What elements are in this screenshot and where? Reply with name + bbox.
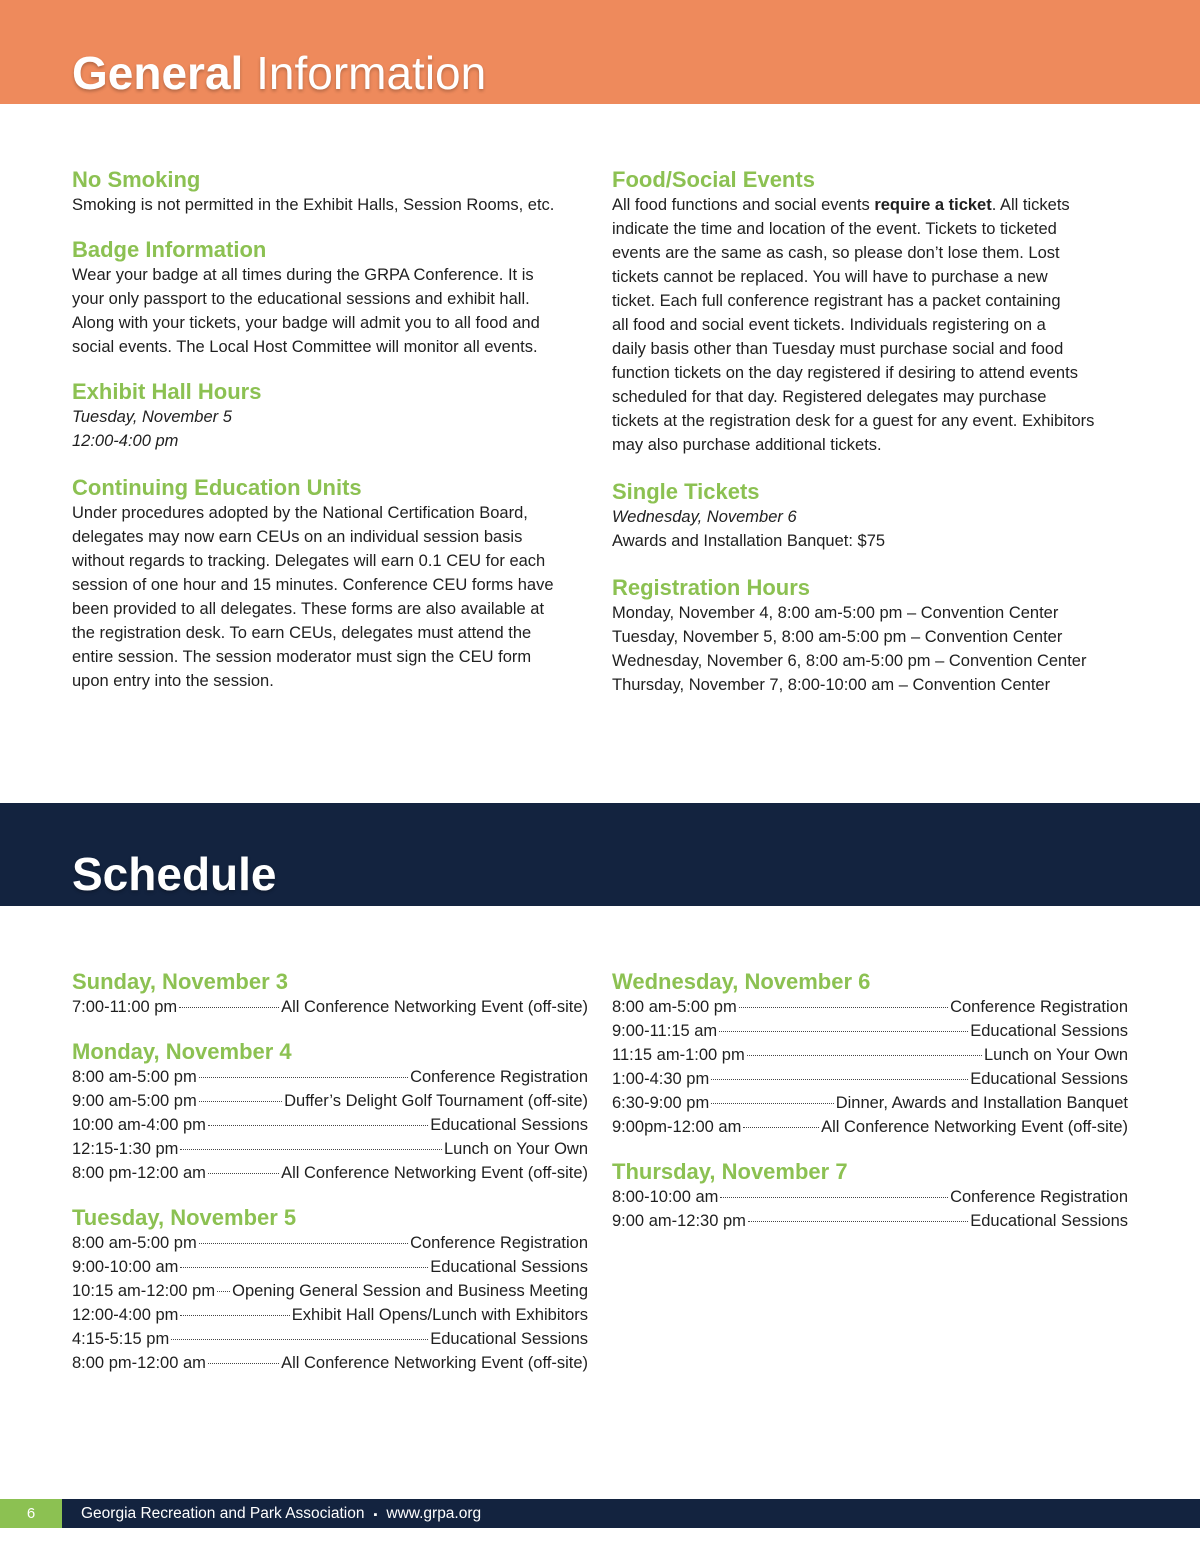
dot-leader — [199, 1101, 282, 1102]
schedule-time: 7:00-11:00 pm — [72, 998, 178, 1016]
schedule-row — [612, 1115, 1128, 1139]
schedule-row — [612, 1091, 1128, 1115]
section-text-line: entire session. The session moderator must sign the CEU form — [72, 648, 532, 666]
exhibit-hall-hours-section — [72, 379, 588, 453]
schedule-time: 10:15 am-12:00 pm — [72, 1282, 216, 1300]
footer-org-name: Georgia Recreation and Park Association — [81, 1505, 365, 1522]
section-heading: Food/Social Events — [612, 167, 815, 192]
schedule-row — [72, 1255, 588, 1279]
section-text-line: Smoking is not permitted in the Exhibit Halls, Session Rooms, etc. — [72, 196, 555, 214]
schedule-time: 9:00-11:15 am — [612, 1022, 718, 1040]
schedule-time: 8:00 am-5:00 pm — [72, 1234, 197, 1252]
dot-leader — [208, 1363, 279, 1364]
schedule-time: 12:15-1:30 pm — [72, 1140, 179, 1158]
dot-leader — [748, 1221, 968, 1222]
schedule-time: 9:00 am-5:00 pm — [72, 1092, 197, 1110]
dot-leader — [743, 1127, 819, 1128]
section-text-line: been provided to all delegates. These forms are also available at — [72, 600, 545, 618]
schedule-time: 8:00 pm-12:00 am — [72, 1354, 206, 1372]
section-text-line: Awards and Installation Banquet: $75 — [612, 532, 886, 550]
schedule-title — [72, 848, 277, 900]
section-heading: Single Tickets — [612, 479, 760, 504]
schedule-row — [612, 995, 1128, 1019]
footer-text — [81, 1499, 481, 1530]
section-heading: Registration Hours — [612, 575, 811, 600]
schedule-time: 12:00-4:00 pm — [72, 1306, 179, 1324]
section-text-line: may also purchase additional tickets. — [612, 436, 882, 454]
dot-leader — [711, 1079, 968, 1080]
schedule-row — [72, 1303, 588, 1327]
schedule-row — [72, 1231, 588, 1255]
section-heading: No Smoking — [72, 167, 201, 192]
schedule-day — [612, 1159, 1128, 1233]
dot-leader — [199, 1243, 408, 1244]
dot-leader — [747, 1055, 982, 1056]
schedule-row — [612, 1209, 1128, 1233]
schedule-day — [72, 969, 588, 1019]
schedule-time: 8:00-10:00 am — [612, 1188, 719, 1206]
section-text-line: social events. The Local Host Committee will monitor all events. — [72, 338, 538, 356]
schedule-event: Educational Sessions — [430, 1258, 588, 1276]
schedule-row — [72, 1065, 588, 1089]
schedule-event: Lunch on Your Own — [443, 1140, 588, 1158]
section-text-line: all food and social event tickets. Individuals registering on a — [612, 316, 1046, 334]
schedule-time: 4:15-5:15 pm — [72, 1330, 170, 1348]
dot-leader — [180, 1267, 428, 1268]
schedule-event: Conference Registration — [950, 1188, 1128, 1206]
schedule-event: Educational Sessions — [970, 1212, 1128, 1230]
schedule-time: 6:30-9:00 pm — [612, 1094, 710, 1112]
schedule-event: Educational Sessions — [430, 1116, 588, 1134]
no-smoking-section — [72, 167, 588, 217]
schedule-time: 9:00pm-12:00 am — [612, 1118, 742, 1136]
schedule-time: 8:00 pm-12:00 am — [72, 1164, 206, 1182]
title-bold-part: General — [72, 47, 244, 99]
dot-leader — [180, 1315, 289, 1316]
schedule-row — [612, 1019, 1128, 1043]
food-text-post: . All tickets — [991, 196, 1070, 214]
schedule-row — [72, 1113, 588, 1137]
section-text-line: function tickets on the day registered if desiring to attend events — [612, 364, 1078, 382]
info-left-column — [72, 167, 588, 713]
schedule-time: 9:00 am-12:30 pm — [612, 1212, 746, 1230]
section-text-line: daily basis other than Tuesday must purchase social and food — [612, 340, 1064, 358]
dot-leader — [719, 1031, 968, 1032]
schedule-event: All Conference Networking Event (off-site) — [821, 1118, 1128, 1136]
dot-leader — [217, 1291, 230, 1292]
section-text-line: the registration desk. To earn CEUs, delegates must attend the — [72, 624, 532, 642]
schedule-row — [72, 1161, 588, 1185]
footer-website-link[interactable]: www.grpa.org — [386, 1505, 482, 1522]
registration-hours-section — [612, 575, 1128, 697]
single-tickets-section — [612, 479, 1128, 553]
section-text-line: upon entry into the session. — [72, 672, 274, 690]
section-text-line: Wednesday, November 6, 8:00 am-5:00 pm – Convention Center — [612, 652, 1087, 670]
section-text-line: Wear your badge at all times during the GRPA Conference. It is — [72, 266, 534, 284]
food-social-section — [612, 167, 1128, 457]
schedule-row — [72, 1089, 588, 1113]
schedule-day — [612, 969, 1128, 1139]
section-heading: Exhibit Hall Hours — [72, 379, 262, 404]
schedule-event: Conference Registration — [410, 1234, 588, 1252]
schedule-event: Educational Sessions — [430, 1330, 588, 1348]
section-text-line: tickets cannot be replaced. You will have to purchase a new — [612, 268, 1048, 286]
dot-leader — [208, 1125, 428, 1126]
section-text-line: Tuesday, November 5, 8:00 am-5:00 pm – Convention Center — [612, 628, 1063, 646]
general-information-banner — [0, 0, 1200, 104]
schedule-day — [72, 1205, 588, 1375]
section-heading: Badge Information — [72, 237, 267, 262]
schedule-event: Educational Sessions — [970, 1070, 1128, 1088]
schedule-row — [612, 1067, 1128, 1091]
section-text-line: ticket. Each full conference registrant has a packet containing — [612, 292, 1061, 310]
schedule-title-text: Schedule — [72, 848, 277, 900]
schedule-event: Opening General Session and Business Meeting — [232, 1282, 588, 1300]
section-text-line: events are the same as cash, so please don’t lose them. Lost — [612, 244, 1060, 262]
dot-leader — [711, 1103, 833, 1104]
schedule-event: Exhibit Hall Opens/Lunch with Exhibitors — [291, 1306, 588, 1324]
schedule-time: 1:00-4:30 pm — [612, 1070, 710, 1088]
schedule-time: 8:00 am-5:00 pm — [612, 998, 737, 1016]
section-text-line: session of one hour and 15 minutes. Conference CEU forms have — [72, 576, 554, 594]
schedule-event: All Conference Networking Event (off-site) — [281, 1354, 588, 1372]
schedule-row — [72, 1351, 588, 1375]
dot-leader — [179, 1007, 279, 1008]
footer-separator-icon: ▪ — [373, 1509, 378, 1521]
schedule-event: Lunch on Your Own — [983, 1046, 1128, 1064]
section-text-line: indicate the time and location of the event. Tickets to ticketed — [612, 220, 1057, 238]
schedule-row — [72, 1279, 588, 1303]
schedule-event: Conference Registration — [950, 998, 1128, 1016]
info-right-column — [612, 167, 1128, 717]
section-text-line: Under procedures adopted by the National Certification Board, — [72, 504, 528, 522]
day-heading: Sunday, November 3 — [72, 969, 288, 994]
section-text-line: without regards to tracking. Delegates will earn 0.1 CEU for each — [72, 552, 546, 570]
schedule-event: Duffer’s Delight Golf Tournament (off-site) — [284, 1092, 588, 1110]
section-heading: Continuing Education Units — [72, 475, 362, 500]
badge-information-section — [72, 237, 588, 359]
dot-leader — [180, 1149, 442, 1150]
dot-leader — [199, 1077, 408, 1078]
dot-leader — [208, 1173, 279, 1174]
schedule-left-column — [72, 969, 588, 1395]
dot-leader — [171, 1339, 428, 1340]
title-light-part: Information — [256, 47, 487, 99]
schedule-banner — [0, 803, 1200, 906]
section-text-line: your only passport to the educational sessions and exhibit hall. — [72, 290, 530, 308]
schedule-row — [612, 1185, 1128, 1209]
section-text-line: Monday, November 4, 8:00 am-5:00 pm – Convention Center — [612, 604, 1059, 622]
section-text-line: tickets at the registration desk for a guest for any event. Exhibitors — [612, 412, 1095, 430]
section-text-line: delegates may now earn CEUs on an individual session basis — [72, 528, 523, 546]
schedule-time: 10:00 am-4:00 pm — [72, 1116, 206, 1134]
general-information-title — [72, 47, 487, 99]
section-text-line: Along with your tickets, your badge will admit you to all food and — [72, 314, 540, 332]
schedule-row — [72, 1327, 588, 1351]
dot-leader — [720, 1197, 948, 1198]
food-text-bold: require a ticket — [874, 196, 992, 214]
page-footer — [0, 1499, 1200, 1528]
schedule-time: 9:00-10:00 am — [72, 1258, 179, 1276]
page-number: 6 — [0, 1499, 62, 1528]
schedule-row — [72, 995, 588, 1019]
section-text-line: Thursday, November 7, 8:00-10:00 am – Convention Center — [612, 676, 1051, 694]
schedule-event: All Conference Networking Event (off-site) — [281, 1164, 588, 1182]
section-italic-line: Tuesday, November 5 — [72, 408, 232, 426]
schedule-event: Dinner, Awards and Installation Banquet — [835, 1094, 1128, 1112]
day-heading: Monday, November 4 — [72, 1039, 292, 1064]
schedule-day — [72, 1039, 588, 1185]
section-text-line — [612, 193, 1128, 217]
schedule-right-column — [612, 969, 1128, 1253]
section-italic-line: 12:00-4:00 pm — [72, 432, 179, 450]
schedule-time: 8:00 am-5:00 pm — [72, 1068, 197, 1086]
section-text-line: scheduled for that day. Registered delegates may purchase — [612, 388, 1047, 406]
food-text-pre: All food functions and social events — [612, 196, 875, 214]
day-heading: Tuesday, November 5 — [72, 1205, 297, 1230]
section-italic-line: Wednesday, November 6 — [612, 508, 797, 526]
continuing-education-section — [72, 475, 588, 693]
dot-leader — [739, 1007, 948, 1008]
schedule-event: All Conference Networking Event (off-site) — [281, 998, 588, 1016]
schedule-row — [612, 1043, 1128, 1067]
schedule-event: Educational Sessions — [970, 1022, 1128, 1040]
schedule-time: 11:15 am-1:00 pm — [612, 1046, 745, 1064]
schedule-row — [72, 1137, 588, 1161]
day-heading: Thursday, November 7 — [612, 1159, 848, 1184]
schedule-event: Conference Registration — [410, 1068, 588, 1086]
day-heading: Wednesday, November 6 — [612, 969, 871, 994]
